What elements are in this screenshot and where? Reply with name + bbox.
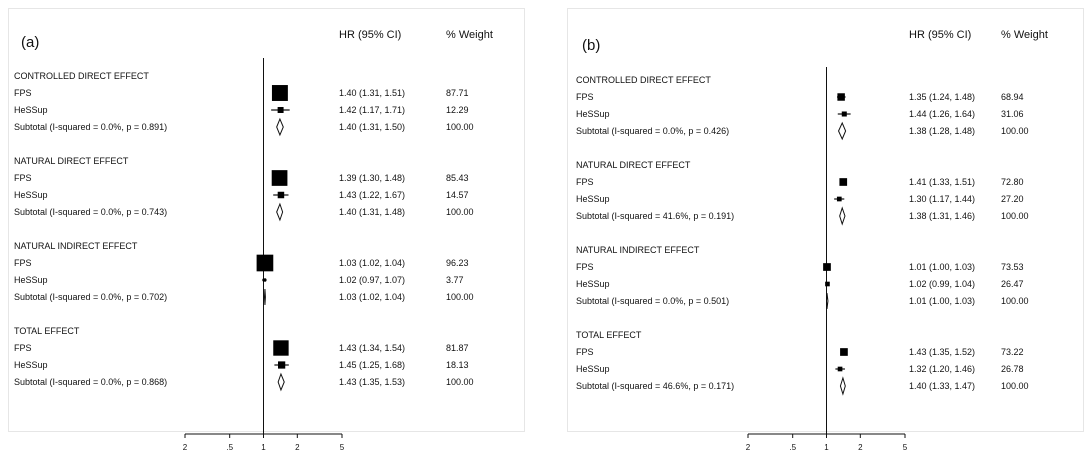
hr-ci-value: 1.40 (1.31, 1.48) [339, 207, 406, 217]
study-label: HeSSup [14, 190, 48, 200]
weight-value: 100.00 [1001, 381, 1029, 391]
group-title: TOTAL EFFECT [576, 330, 642, 340]
study-marker [825, 282, 830, 287]
subtotal-diamond [264, 289, 265, 305]
weight-value: 100.00 [446, 122, 474, 132]
study-marker [278, 361, 285, 368]
hr-ci-value: 1.43 (1.35, 1.52) [909, 347, 976, 357]
study-label: HeSSup [14, 275, 48, 285]
subtotal-label: Subtotal (I-squared = 0.0%, p = 0.501) [576, 296, 730, 306]
weight-value: 96.23 [446, 258, 469, 268]
subtotal-diamond [840, 378, 845, 394]
study-label: FPS [576, 177, 594, 187]
study-label: HeSSup [576, 279, 610, 289]
weight-value: 73.53 [1001, 262, 1024, 272]
hr-ci-value: 1.32 (1.20, 1.46) [909, 364, 976, 374]
hr-ci-value: 1.30 (1.17, 1.44) [909, 194, 976, 204]
group-title: TOTAL EFFECT [14, 326, 80, 336]
study-label: HeSSup [576, 109, 610, 119]
weight-value: 100.00 [446, 292, 474, 302]
study-marker [839, 178, 847, 186]
forest-plot-a [9, 9, 526, 460]
weight-value: 18.13 [446, 360, 469, 370]
study-label: HeSSup [14, 105, 48, 115]
weight-value: 27.20 [1001, 194, 1024, 204]
panel-label: (b) [582, 37, 601, 54]
hr-ci-value: 1.03 (1.02, 1.04) [339, 258, 406, 268]
weight-value: 100.00 [1001, 211, 1029, 221]
study-marker [837, 197, 842, 202]
weight-value: 100.00 [1001, 126, 1029, 136]
forest-plot-b [568, 9, 1085, 460]
hr-ci-value: 1.38 (1.28, 1.48) [909, 126, 976, 136]
study-marker [837, 93, 844, 100]
hr-ci-value: 1.44 (1.26, 1.64) [909, 109, 976, 119]
study-label: HeSSup [14, 360, 48, 370]
study-marker [278, 192, 284, 198]
subtotal-diamond [277, 119, 284, 135]
weight-value: 100.00 [446, 377, 474, 387]
weight-value: 85.43 [446, 173, 469, 183]
study-marker [272, 85, 288, 101]
x-tick-label: .5 [226, 443, 234, 452]
group-title: CONTROLLED DIRECT EFFECT [14, 71, 149, 81]
study-marker [842, 111, 847, 116]
study-marker [840, 348, 848, 356]
weight-column-header: % Weight [1001, 29, 1048, 41]
weight-value: 26.78 [1001, 364, 1024, 374]
weight-column-header: % Weight [446, 29, 493, 41]
weight-value: 100.00 [1001, 296, 1029, 306]
hr-column-header: HR (95% CI) [909, 29, 972, 41]
group-title: NATURAL DIRECT EFFECT [576, 160, 691, 170]
panel-label: (a) [21, 34, 40, 51]
x-tick-label: 5 [339, 443, 345, 452]
hr-ci-value: 1.03 (1.02, 1.04) [339, 292, 406, 302]
x-tick-label: 2 [295, 443, 300, 452]
study-marker [272, 170, 288, 186]
weight-value: 68.94 [1001, 92, 1024, 102]
study-label: HeSSup [576, 364, 610, 374]
forest-plot-panel-a [8, 8, 525, 452]
subtotal-label: Subtotal (I-squared = 41.6%, p = 0.191) [576, 211, 735, 221]
hr-ci-value: 1.02 (0.97, 1.07) [339, 275, 406, 285]
hr-ci-value: 1.40 (1.33, 1.47) [909, 381, 976, 391]
weight-value: 87.71 [446, 88, 469, 98]
study-marker [273, 340, 288, 355]
hr-ci-value: 1.43 (1.34, 1.54) [339, 343, 406, 353]
subtotal-label: Subtotal (I-squared = 0.0%, p = 0.891) [14, 122, 168, 132]
x-tick-label: 2 [182, 443, 188, 452]
study-label: FPS [576, 347, 594, 357]
hr-ci-value: 1.42 (1.17, 1.71) [339, 105, 406, 115]
group-title: CONTROLLED DIRECT EFFECT [576, 75, 711, 85]
study-label: FPS [14, 88, 32, 98]
subtotal-label: Subtotal (I-squared = 0.0%, p = 0.868) [14, 377, 168, 387]
hr-ci-value: 1.41 (1.33, 1.51) [909, 177, 976, 187]
hr-ci-value: 1.40 (1.31, 1.50) [339, 122, 406, 132]
hr-ci-value: 1.01 (1.00, 1.03) [909, 262, 976, 272]
hr-ci-value: 1.40 (1.31, 1.51) [339, 88, 406, 98]
hr-ci-value: 1.01 (1.00, 1.03) [909, 296, 976, 306]
hr-ci-value: 1.02 (0.99, 1.04) [909, 279, 976, 289]
weight-value: 26.47 [1001, 279, 1024, 289]
study-label: FPS [576, 92, 594, 102]
weight-value: 72.80 [1001, 177, 1024, 187]
x-tick-label: 1 [261, 443, 266, 452]
weight-value: 12.29 [446, 105, 469, 115]
forest-plot-panel-b [567, 8, 1084, 452]
study-label: HeSSup [576, 194, 610, 204]
weight-value: 31.06 [1001, 109, 1024, 119]
weight-value: 100.00 [446, 207, 474, 217]
subtotal-diamond [839, 123, 846, 139]
subtotal-label: Subtotal (I-squared = 0.0%, p = 0.702) [14, 292, 168, 302]
study-label: FPS [14, 173, 32, 183]
hr-column-header: HR (95% CI) [339, 29, 402, 41]
study-label: FPS [14, 258, 32, 268]
weight-value: 73.22 [1001, 347, 1024, 357]
subtotal-label: Subtotal (I-squared = 46.6%, p = 0.171) [576, 381, 735, 391]
study-marker [823, 263, 831, 271]
study-marker [838, 367, 843, 372]
group-title: NATURAL INDIRECT EFFECT [576, 245, 700, 255]
x-tick-label: 2 [745, 443, 751, 452]
study-marker [278, 107, 284, 113]
hr-ci-value: 1.39 (1.30, 1.48) [339, 173, 406, 183]
subtotal-label: Subtotal (I-squared = 0.0%, p = 0.743) [14, 207, 168, 217]
study-label: FPS [576, 262, 594, 272]
subtotal-diamond [278, 374, 284, 390]
weight-value: 3.77 [446, 275, 464, 285]
hr-ci-value: 1.43 (1.22, 1.67) [339, 190, 406, 200]
study-label: FPS [14, 343, 32, 353]
study-marker [263, 278, 266, 281]
x-tick-label: .5 [789, 443, 797, 452]
x-tick-label: 2 [858, 443, 863, 452]
subtotal-diamond [840, 208, 845, 224]
subtotal-diamond [827, 293, 828, 309]
x-tick-label: 5 [902, 443, 908, 452]
group-title: NATURAL DIRECT EFFECT [14, 156, 129, 166]
hr-ci-value: 1.38 (1.31, 1.46) [909, 211, 976, 221]
weight-value: 14.57 [446, 190, 469, 200]
hr-ci-value: 1.45 (1.25, 1.68) [339, 360, 406, 370]
subtotal-diamond [277, 204, 283, 220]
study-marker [257, 255, 274, 272]
hr-ci-value: 1.43 (1.35, 1.53) [339, 377, 406, 387]
x-tick-label: 1 [824, 443, 829, 452]
group-title: NATURAL INDIRECT EFFECT [14, 241, 138, 251]
hr-ci-value: 1.35 (1.24, 1.48) [909, 92, 976, 102]
subtotal-label: Subtotal (I-squared = 0.0%, p = 0.426) [576, 126, 730, 136]
weight-value: 81.87 [446, 343, 469, 353]
